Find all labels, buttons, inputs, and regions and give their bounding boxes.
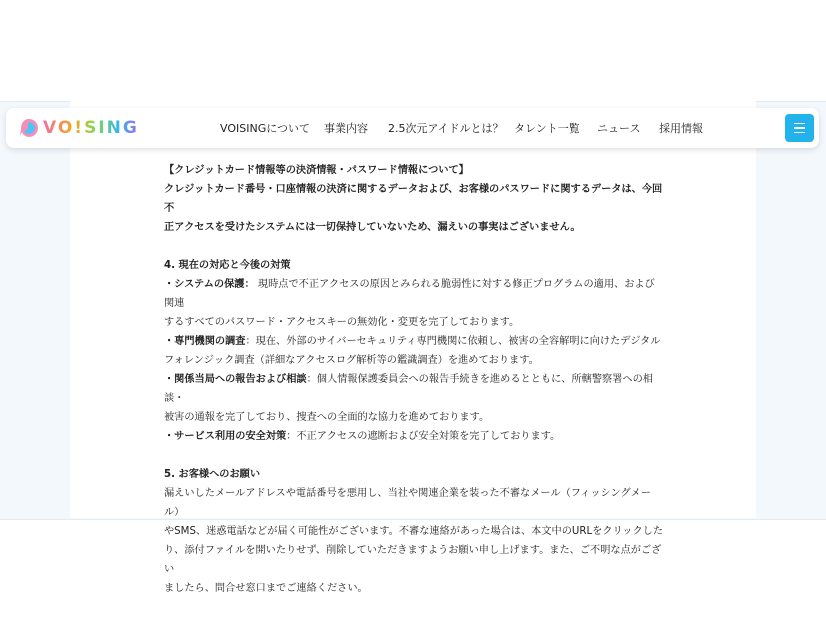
main-nav — [6, 108, 819, 148]
s4-item-safety: ・サービス利用の安全対策：不正アクセスの遮断および安全対策を完了しております。 — [164, 431, 561, 442]
nav-talents[interactable]: タレント一覧 — [514, 122, 580, 135]
nav-about[interactable]: VOISINGについて — [220, 122, 310, 135]
section5-title: 5. お客様へのお願い — [164, 469, 261, 480]
section4-title: 4. 現在の対応と今後の対策 — [164, 260, 291, 271]
logo-text: VO!SING — [43, 118, 139, 138]
nav-idol[interactable]: 2.5次元アイドルとは？ — [388, 122, 504, 135]
nav-news[interactable]: ニュース — [597, 122, 641, 135]
article-content — [164, 161, 664, 598]
s4-item-investigation: ・専門機関の調査：現在、外部のサイバーセキュリティ専門機関に依頼し、被害の全容解明に向けたデジタル — [164, 336, 661, 347]
hamburger-icon — [794, 123, 805, 125]
card-info-heading: 【クレジットカード情報等の決済情報・パスワード情報について】 — [164, 165, 469, 176]
s5-line-1: 漏えいしたメールアドレスや電話番号を悪用し、当社や関連企業を装った不審なメール（フィッシングメール） — [164, 488, 651, 518]
s5-line-2: やSMS、迷惑電話などが届く可能性がございます。不審な連絡があった場合は、本文中のURLをクリックした — [164, 526, 664, 537]
card-info-body-1: クレジットカード番号・口座情報の決済に関するデータおよび、お客様のパスワードに関するデータは、今回不 — [164, 184, 663, 214]
nav-recruit[interactable]: 採用情報 — [659, 122, 703, 135]
nav-business[interactable]: 事業内容 — [324, 122, 368, 135]
menu-button[interactable] — [785, 114, 814, 142]
s5-line-3: り、添付ファイルを開いたりせず、削除していただきますようお願い申し上げます。また、ご不明な点がござい — [164, 545, 662, 575]
s4-item-authorities: ・関係当局への報告および相談：個人情報保護委員会への報告手続きを進めるとともに、所轄警察署への相談・ — [164, 374, 653, 404]
card-info-body-2: 正アクセスを受けたシステムには一切保持していないため、漏えいの事実はございません。 — [164, 222, 581, 233]
s4-item-system-cont: するすべてのパスワード・アクセスキーの無効化・変更を完了しております。 — [164, 317, 520, 328]
site-header — [6, 108, 819, 148]
s4-item-system: ・システムの保護： 現時点で不正アクセスの原因とみられる脆弱性に対する修正プログラムの適用、および関連 — [164, 279, 655, 309]
s5-line-4: ましたら、問合せ窓口までご連絡ください。 — [164, 583, 368, 594]
s4-item-authorities-cont: 被害の通報を完了しており、捜査への全面的な協力を進めております。 — [164, 412, 490, 423]
s4-item-investigation-cont: フォレンジック調査（詳細なアクセスログ解析等の鑑識調査）を進めております。 — [164, 355, 539, 366]
